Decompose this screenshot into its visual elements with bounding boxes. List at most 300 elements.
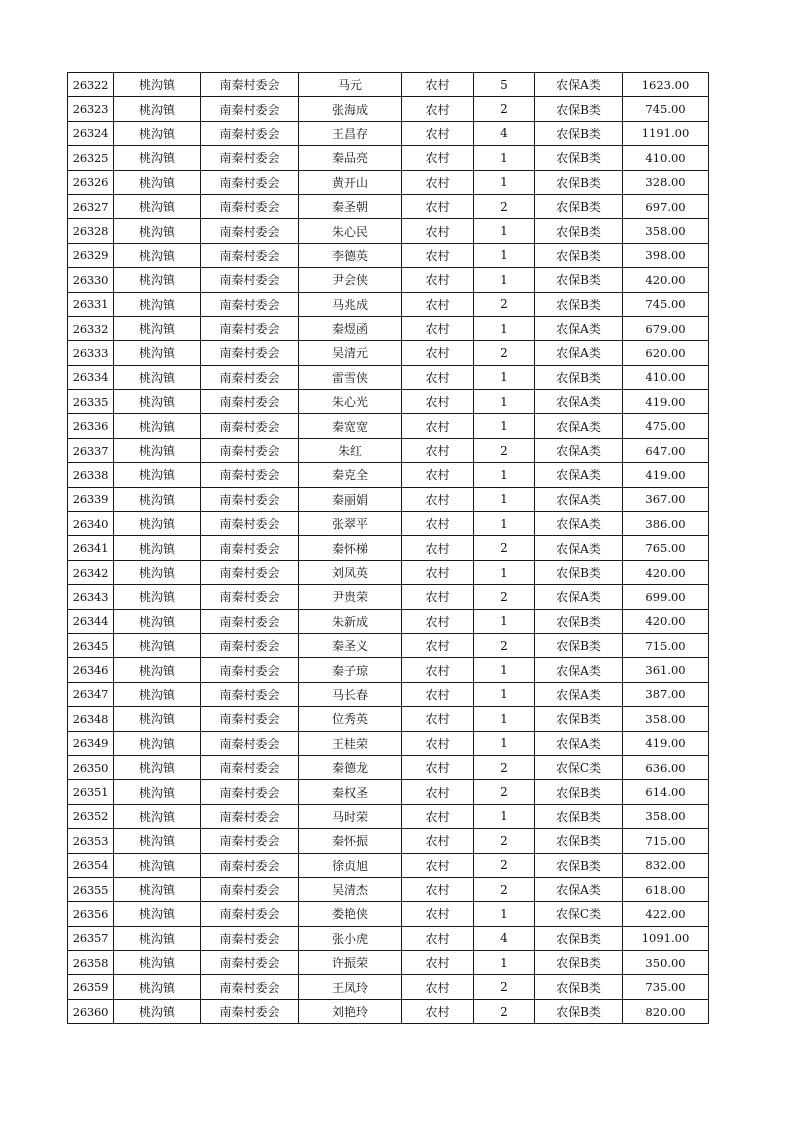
record-id-cell: 26356 [68,902,114,926]
village-committee-cell: 南秦村委会 [201,463,299,487]
people-count-cell: 2 [474,341,535,365]
household-type-cell: 农村 [402,243,474,267]
name-cell: 李德英 [299,243,402,267]
people-count-cell: 1 [474,902,535,926]
village-committee-cell: 南秦村委会 [201,926,299,950]
people-count-cell: 2 [474,877,535,901]
village-committee-cell: 南秦村委会 [201,97,299,121]
insurance-category-cell: 农保A类 [535,877,623,901]
town-cell: 桃沟镇 [114,707,201,731]
town-cell: 桃沟镇 [114,414,201,438]
village-committee-cell: 南秦村委会 [201,585,299,609]
town-cell: 桃沟镇 [114,512,201,536]
insurance-category-cell: 农保A类 [535,731,623,755]
record-id-cell: 26357 [68,926,114,950]
household-type-cell: 农村 [402,73,474,97]
name-cell: 刘凤英 [299,560,402,584]
people-count-cell: 1 [474,414,535,438]
household-type-cell: 农村 [402,633,474,657]
name-cell: 徐贞旭 [299,853,402,877]
name-cell: 秦权圣 [299,780,402,804]
people-count-cell: 1 [474,609,535,633]
name-cell: 马元 [299,73,402,97]
insurance-category-cell: 农保A类 [535,73,623,97]
people-count-cell: 1 [474,560,535,584]
record-id-cell: 26333 [68,341,114,365]
amount-cell: 1623.00 [623,73,709,97]
insurance-category-cell: 农保B类 [535,194,623,218]
town-cell: 桃沟镇 [114,463,201,487]
insurance-category-cell: 农保B类 [535,97,623,121]
town-cell: 桃沟镇 [114,926,201,950]
household-type-cell: 农村 [402,292,474,316]
table-row [68,829,709,853]
household-type-cell: 农村 [402,97,474,121]
name-cell: 王凤玲 [299,975,402,999]
village-committee-cell: 南秦村委会 [201,560,299,584]
amount-cell: 419.00 [623,731,709,755]
village-committee-cell: 南秦村委会 [201,609,299,633]
record-id-cell: 26332 [68,316,114,340]
insurance-category-cell: 农保A类 [535,390,623,414]
village-committee-cell: 南秦村委会 [201,487,299,511]
record-id-cell: 26344 [68,609,114,633]
name-cell: 秦品亮 [299,146,402,170]
name-cell: 张海成 [299,97,402,121]
insurance-category-cell: 农保B类 [535,219,623,243]
table-row [68,121,709,145]
town-cell: 桃沟镇 [114,73,201,97]
table-row [68,926,709,950]
amount-cell: 735.00 [623,975,709,999]
household-type-cell: 农村 [402,512,474,536]
town-cell: 桃沟镇 [114,194,201,218]
amount-cell: 420.00 [623,560,709,584]
village-committee-cell: 南秦村委会 [201,365,299,389]
table-row [68,97,709,121]
record-id-cell: 26324 [68,121,114,145]
amount-cell: 745.00 [623,292,709,316]
insurance-category-cell: 农保B类 [535,146,623,170]
household-type-cell: 农村 [402,682,474,706]
name-cell: 秦德龙 [299,755,402,779]
people-count-cell: 2 [474,438,535,462]
table-row [68,170,709,194]
record-id-cell: 26336 [68,414,114,438]
household-type-cell: 农村 [402,341,474,365]
amount-cell: 647.00 [623,438,709,462]
village-committee-cell: 南秦村委会 [201,755,299,779]
insurance-category-cell: 农保A类 [535,536,623,560]
household-type-cell: 农村 [402,438,474,462]
village-committee-cell: 南秦村委会 [201,73,299,97]
record-id-cell: 26334 [68,365,114,389]
household-type-cell: 农村 [402,268,474,292]
table-row [68,365,709,389]
village-committee-cell: 南秦村委会 [201,194,299,218]
name-cell: 朱心光 [299,390,402,414]
household-type-cell: 农村 [402,560,474,584]
record-id-cell: 26354 [68,853,114,877]
amount-cell: 715.00 [623,829,709,853]
table-row [68,853,709,877]
people-count-cell: 5 [474,73,535,97]
insurance-category-cell: 农保A类 [535,682,623,706]
record-id-cell: 26346 [68,658,114,682]
people-count-cell: 2 [474,585,535,609]
household-type-cell: 农村 [402,853,474,877]
village-committee-cell: 南秦村委会 [201,902,299,926]
name-cell: 马时荣 [299,804,402,828]
name-cell: 黄开山 [299,170,402,194]
table-row [68,438,709,462]
record-id-cell: 26342 [68,560,114,584]
name-cell: 秦煜函 [299,316,402,340]
town-cell: 桃沟镇 [114,633,201,657]
people-count-cell: 1 [474,487,535,511]
name-cell: 张小虎 [299,926,402,950]
table-row [68,487,709,511]
amount-cell: 475.00 [623,414,709,438]
name-cell: 秦圣义 [299,633,402,657]
insurance-category-cell: 农保B类 [535,975,623,999]
insurance-category-cell: 农保B类 [535,633,623,657]
table-row [68,390,709,414]
village-committee-cell: 南秦村委会 [201,243,299,267]
record-id-cell: 26355 [68,877,114,901]
insurance-category-cell: 农保B类 [535,121,623,145]
town-cell: 桃沟镇 [114,341,201,365]
town-cell: 桃沟镇 [114,658,201,682]
insurance-category-cell: 农保A类 [535,512,623,536]
household-type-cell: 农村 [402,975,474,999]
amount-cell: 614.00 [623,780,709,804]
insurance-category-cell: 农保A类 [535,316,623,340]
amount-cell: 697.00 [623,194,709,218]
table-row [68,536,709,560]
amount-cell: 410.00 [623,365,709,389]
insurance-category-cell: 农保B类 [535,951,623,975]
insurance-category-cell: 农保A类 [535,414,623,438]
people-count-cell: 2 [474,829,535,853]
table-row [68,999,709,1023]
name-cell: 秦克全 [299,463,402,487]
people-count-cell: 1 [474,951,535,975]
village-committee-cell: 南秦村委会 [201,853,299,877]
record-id-cell: 26348 [68,707,114,731]
name-cell: 张翠平 [299,512,402,536]
people-count-cell: 2 [474,853,535,877]
household-type-cell: 农村 [402,609,474,633]
insurance-category-cell: 农保A类 [535,487,623,511]
record-id-cell: 26345 [68,633,114,657]
name-cell: 秦子琼 [299,658,402,682]
table-row [68,804,709,828]
people-count-cell: 1 [474,268,535,292]
town-cell: 桃沟镇 [114,268,201,292]
record-id-cell: 26340 [68,512,114,536]
town-cell: 桃沟镇 [114,146,201,170]
name-cell: 马兆成 [299,292,402,316]
insurance-category-cell: 农保B类 [535,804,623,828]
people-count-cell: 1 [474,146,535,170]
insurance-category-cell: 农保B类 [535,829,623,853]
table-row [68,731,709,755]
name-cell: 刘艳玲 [299,999,402,1023]
town-cell: 桃沟镇 [114,536,201,560]
name-cell: 秦怀振 [299,829,402,853]
amount-cell: 361.00 [623,658,709,682]
record-id-cell: 26352 [68,804,114,828]
household-type-cell: 农村 [402,999,474,1023]
amount-cell: 358.00 [623,707,709,731]
village-committee-cell: 南秦村委会 [201,438,299,462]
household-type-cell: 农村 [402,390,474,414]
table-row [68,414,709,438]
record-id-cell: 26330 [68,268,114,292]
village-committee-cell: 南秦村委会 [201,951,299,975]
name-cell: 吴清杰 [299,877,402,901]
household-type-cell: 农村 [402,316,474,340]
amount-cell: 419.00 [623,463,709,487]
household-type-cell: 农村 [402,951,474,975]
name-cell: 秦宽宽 [299,414,402,438]
name-cell: 许振荣 [299,951,402,975]
household-type-cell: 农村 [402,487,474,511]
record-id-cell: 26358 [68,951,114,975]
town-cell: 桃沟镇 [114,877,201,901]
village-committee-cell: 南秦村委会 [201,121,299,145]
household-type-cell: 农村 [402,414,474,438]
town-cell: 桃沟镇 [114,487,201,511]
town-cell: 桃沟镇 [114,560,201,584]
name-cell: 王昌存 [299,121,402,145]
amount-cell: 419.00 [623,390,709,414]
record-id-cell: 26339 [68,487,114,511]
amount-cell: 386.00 [623,512,709,536]
village-committee-cell: 南秦村委会 [201,877,299,901]
record-id-cell: 26337 [68,438,114,462]
record-id-cell: 26331 [68,292,114,316]
amount-cell: 1091.00 [623,926,709,950]
table-row [68,609,709,633]
village-committee-cell: 南秦村委会 [201,414,299,438]
village-committee-cell: 南秦村委会 [201,633,299,657]
household-type-cell: 农村 [402,146,474,170]
people-count-cell: 1 [474,365,535,389]
town-cell: 桃沟镇 [114,829,201,853]
town-cell: 桃沟镇 [114,951,201,975]
insurance-category-cell: 农保B类 [535,243,623,267]
household-type-cell: 农村 [402,121,474,145]
insurance-category-cell: 农保C类 [535,755,623,779]
household-type-cell: 农村 [402,755,474,779]
village-committee-cell: 南秦村委会 [201,975,299,999]
village-committee-cell: 南秦村委会 [201,512,299,536]
record-id-cell: 26341 [68,536,114,560]
household-type-cell: 农村 [402,219,474,243]
household-type-cell: 农村 [402,902,474,926]
town-cell: 桃沟镇 [114,902,201,926]
record-id-cell: 26329 [68,243,114,267]
town-cell: 桃沟镇 [114,975,201,999]
name-cell: 雷雪侠 [299,365,402,389]
people-count-cell: 2 [474,292,535,316]
record-id-cell: 26323 [68,97,114,121]
record-id-cell: 26335 [68,390,114,414]
record-id-cell: 26326 [68,170,114,194]
village-committee-cell: 南秦村委会 [201,804,299,828]
table-row [68,219,709,243]
table-row [68,292,709,316]
insurance-category-cell: 农保B类 [535,170,623,194]
town-cell: 桃沟镇 [114,292,201,316]
amount-cell: 745.00 [623,97,709,121]
amount-cell: 765.00 [623,536,709,560]
household-type-cell: 农村 [402,463,474,487]
record-id-cell: 26351 [68,780,114,804]
town-cell: 桃沟镇 [114,780,201,804]
amount-cell: 420.00 [623,609,709,633]
village-committee-cell: 南秦村委会 [201,390,299,414]
people-count-cell: 2 [474,194,535,218]
household-type-cell: 农村 [402,731,474,755]
town-cell: 桃沟镇 [114,682,201,706]
name-cell: 朱心民 [299,219,402,243]
household-type-cell: 农村 [402,194,474,218]
record-id-cell: 26327 [68,194,114,218]
people-count-cell: 2 [474,536,535,560]
insurance-category-cell: 农保B类 [535,707,623,731]
household-type-cell: 农村 [402,877,474,901]
table-row [68,877,709,901]
insurance-category-cell: 农保B类 [535,268,623,292]
town-cell: 桃沟镇 [114,365,201,389]
record-id-cell: 26349 [68,731,114,755]
table-row [68,512,709,536]
insurance-category-cell: 农保B类 [535,926,623,950]
insurance-category-cell: 农保B类 [535,999,623,1023]
insurance-category-cell: 农保A类 [535,658,623,682]
name-cell: 位秀英 [299,707,402,731]
town-cell: 桃沟镇 [114,585,201,609]
town-cell: 桃沟镇 [114,316,201,340]
village-committee-cell: 南秦村委会 [201,682,299,706]
people-count-cell: 2 [474,975,535,999]
record-id-cell: 26325 [68,146,114,170]
village-committee-cell: 南秦村委会 [201,292,299,316]
table-row [68,585,709,609]
amount-cell: 358.00 [623,219,709,243]
people-count-cell: 1 [474,316,535,340]
name-cell: 娄艳侠 [299,902,402,926]
people-count-cell: 2 [474,97,535,121]
town-cell: 桃沟镇 [114,755,201,779]
village-committee-cell: 南秦村委会 [201,219,299,243]
town-cell: 桃沟镇 [114,731,201,755]
record-id-cell: 26343 [68,585,114,609]
name-cell: 朱新成 [299,609,402,633]
people-count-cell: 1 [474,512,535,536]
record-id-cell: 26353 [68,829,114,853]
amount-cell: 410.00 [623,146,709,170]
people-count-cell: 2 [474,999,535,1023]
amount-cell: 679.00 [623,316,709,340]
village-committee-cell: 南秦村委会 [201,268,299,292]
amount-cell: 350.00 [623,951,709,975]
table-row [68,780,709,804]
table-row [68,633,709,657]
table-row [68,316,709,340]
name-cell: 吴清元 [299,341,402,365]
table-row [68,755,709,779]
village-committee-cell: 南秦村委会 [201,341,299,365]
name-cell: 秦圣朝 [299,194,402,218]
amount-cell: 367.00 [623,487,709,511]
town-cell: 桃沟镇 [114,97,201,121]
people-count-cell: 1 [474,731,535,755]
insurance-category-cell: 农保C类 [535,902,623,926]
people-count-cell: 4 [474,121,535,145]
village-committee-cell: 南秦村委会 [201,780,299,804]
town-cell: 桃沟镇 [114,609,201,633]
household-type-cell: 农村 [402,658,474,682]
table-row [68,146,709,170]
household-type-cell: 农村 [402,365,474,389]
people-count-cell: 1 [474,804,535,828]
name-cell: 秦丽娟 [299,487,402,511]
table-row [68,707,709,731]
table-row [68,194,709,218]
table-row [68,951,709,975]
insurance-category-cell: 农保B类 [535,560,623,584]
record-id-cell: 26360 [68,999,114,1023]
amount-cell: 422.00 [623,902,709,926]
insurance-category-cell: 农保A类 [535,463,623,487]
household-type-cell: 农村 [402,780,474,804]
record-id-cell: 26338 [68,463,114,487]
village-committee-cell: 南秦村委会 [201,146,299,170]
record-id-cell: 26359 [68,975,114,999]
insurance-category-cell: 农保A类 [535,438,623,462]
amount-cell: 420.00 [623,268,709,292]
table-row [68,268,709,292]
insurance-category-cell: 农保B类 [535,853,623,877]
roster-table-body [68,73,709,1024]
table-row [68,682,709,706]
amount-cell: 636.00 [623,755,709,779]
town-cell: 桃沟镇 [114,804,201,828]
roster-table [67,72,709,1024]
town-cell: 桃沟镇 [114,219,201,243]
town-cell: 桃沟镇 [114,438,201,462]
village-committee-cell: 南秦村委会 [201,536,299,560]
village-committee-cell: 南秦村委会 [201,707,299,731]
amount-cell: 328.00 [623,170,709,194]
name-cell: 马长春 [299,682,402,706]
household-type-cell: 农村 [402,707,474,731]
amount-cell: 699.00 [623,585,709,609]
household-type-cell: 农村 [402,170,474,194]
people-count-cell: 1 [474,243,535,267]
amount-cell: 620.00 [623,341,709,365]
insurance-category-cell: 农保B类 [535,780,623,804]
village-committee-cell: 南秦村委会 [201,170,299,194]
table-row [68,463,709,487]
amount-cell: 1191.00 [623,121,709,145]
household-type-cell: 农村 [402,536,474,560]
name-cell: 秦怀梯 [299,536,402,560]
